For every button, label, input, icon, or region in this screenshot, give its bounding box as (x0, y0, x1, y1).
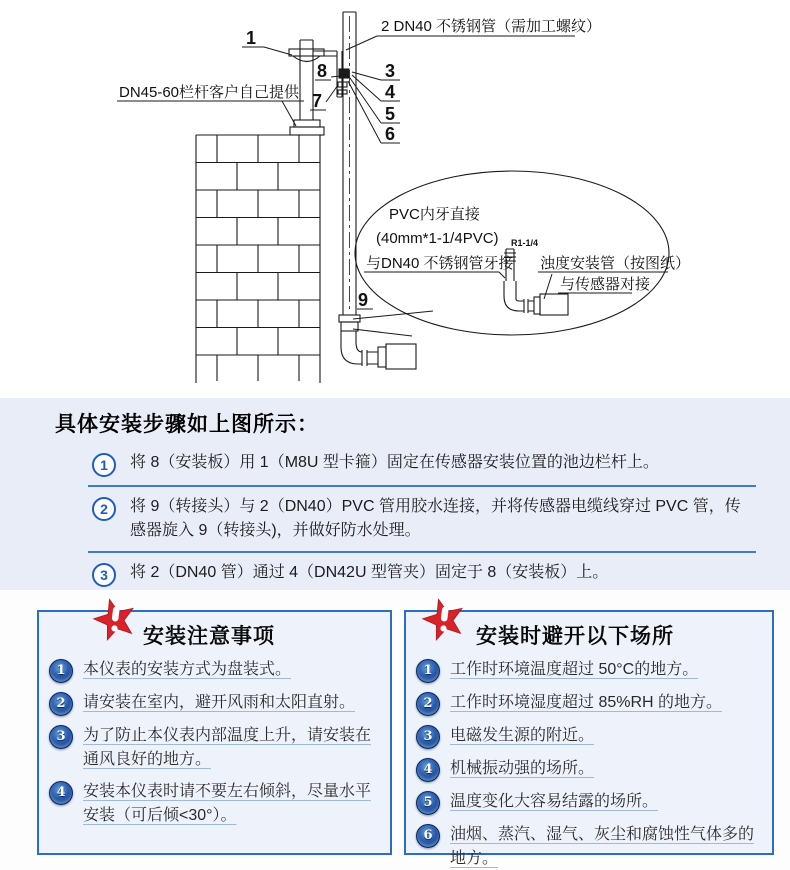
steps-list (0, 444, 790, 594)
diagram-canvas (0, 0, 790, 398)
warning-star-icon (420, 595, 468, 645)
step-text: 将 2（DN40 管）通过 4（DN42U 型管夹）固定于 8（安装板）上。 (130, 564, 609, 581)
item-text: 工作时环境湿度超过 85%RH 的地方。 (450, 694, 723, 711)
railing-annotation: DN45-60栏杆客户自己提供 (119, 84, 300, 101)
item-number-badge: 6 (416, 824, 440, 848)
turbidity-annotation-line2: 与传感器对接 (560, 276, 651, 293)
list-item (416, 724, 762, 749)
item-number-badge: 3 (416, 725, 440, 749)
installation-diagram (0, 0, 790, 398)
step-text: 将 8（安装板）用 1（M8U 型卡箍）固定在传感器安装位置的池边栏杆上。 (130, 454, 659, 471)
pvc-annotation-line2: (40mm*1-1/4PVC) (376, 230, 499, 247)
warning-star-icon (91, 595, 139, 645)
thread-size-label: R1-1/4 (511, 238, 539, 248)
notice-box-title: 安装注意事项 (143, 625, 275, 648)
list-item (416, 757, 762, 782)
step-divider (88, 485, 756, 487)
item-number-badge: 2 (49, 692, 73, 716)
step-row-2 (0, 488, 790, 550)
brick-wall (196, 135, 320, 383)
step-row-3 (0, 554, 790, 594)
list-item (49, 780, 380, 828)
item-text: 本仪表的安装方式为盘装式。 (83, 661, 292, 678)
turbidity-annotation-line1: 浊度安装管（按图纸） (540, 255, 691, 272)
callout-6-label: 6 (385, 124, 396, 144)
item-number-badge: 1 (416, 659, 440, 683)
installation-notice-box (37, 610, 392, 855)
step-text: 将 9（转接头）与 2（DN40）PVC 管用胶水连接，并将传感器电缆线穿过 PVC 管，传感器旋入 9（转接头)，并做好防水处理。 (130, 498, 741, 539)
avoid-box-header (406, 612, 772, 654)
warnings-area (0, 590, 790, 870)
notice-box-header (39, 612, 390, 654)
pvc-annotation-line3: 与DN40 不锈钢管牙接 (366, 255, 514, 272)
callout-9-label: 9 (358, 290, 369, 310)
item-number-badge: 5 (416, 791, 440, 815)
list-item (49, 691, 380, 716)
item-text: 机械振动强的场所。 (450, 760, 595, 777)
callout-4-label: 4 (385, 82, 396, 102)
pvc-annotation-line1: PVC内牙直接 (389, 206, 480, 223)
item-text: 为了防止本仪表内部温度上升，请安装在通风良好的地方。 (83, 727, 372, 768)
step-divider (88, 551, 756, 553)
item-text: 工作时环境温度超过 50°C的地方。 (450, 661, 699, 678)
list-item (416, 658, 762, 683)
step-number-badge: 2 (92, 497, 116, 521)
list-item (416, 691, 762, 716)
list-item (49, 724, 380, 772)
item-number-badge: 4 (416, 758, 440, 782)
item-number-badge: 1 (49, 659, 73, 683)
item-number-badge: 3 (49, 725, 73, 749)
callout-5-label: 5 (385, 104, 396, 124)
installation-steps-section (0, 398, 790, 590)
item-text: 油烟、蒸汽、湿气、灰尘和腐蚀性气体多的地方。 (450, 826, 755, 867)
avoid-box-items (406, 654, 772, 870)
elbow-and-sensor (341, 331, 416, 369)
list-item (49, 658, 380, 683)
item-text: 温度变化大容易结露的场所。 (450, 793, 659, 810)
step-number-badge: 1 (92, 453, 116, 477)
callout-8-label: 8 (317, 61, 328, 81)
list-item (416, 790, 762, 815)
avoid-locations-box (404, 610, 774, 867)
step-number-badge: 3 (92, 563, 116, 587)
item-number-badge: 4 (49, 781, 73, 805)
pipe-annotation: 2 DN40 不锈钢管（需加工螺纹） (381, 18, 602, 35)
callout-3-label: 3 (385, 61, 396, 81)
item-number-badge: 2 (416, 692, 440, 716)
callout-1-label: 1 (246, 28, 257, 48)
notice-box-items (39, 654, 390, 828)
item-text: 安装本仪表时请不要左右倾斜，尽量水平安装（可后倾<30°）。 (83, 783, 372, 824)
callout-7-label: 7 (312, 91, 323, 111)
step-row-1 (0, 444, 790, 484)
avoid-box-title: 安装时避开以下场所 (476, 625, 674, 648)
item-text: 电磁发生源的附近。 (450, 727, 595, 744)
adapter-coupling (339, 315, 360, 331)
dn40-pipe (343, 12, 356, 315)
item-text: 请安装在室内，避开风雨和太阳直射。 (83, 694, 356, 711)
list-item (416, 823, 762, 870)
steps-heading: 具体安装步骤如上图所示： (55, 413, 319, 436)
